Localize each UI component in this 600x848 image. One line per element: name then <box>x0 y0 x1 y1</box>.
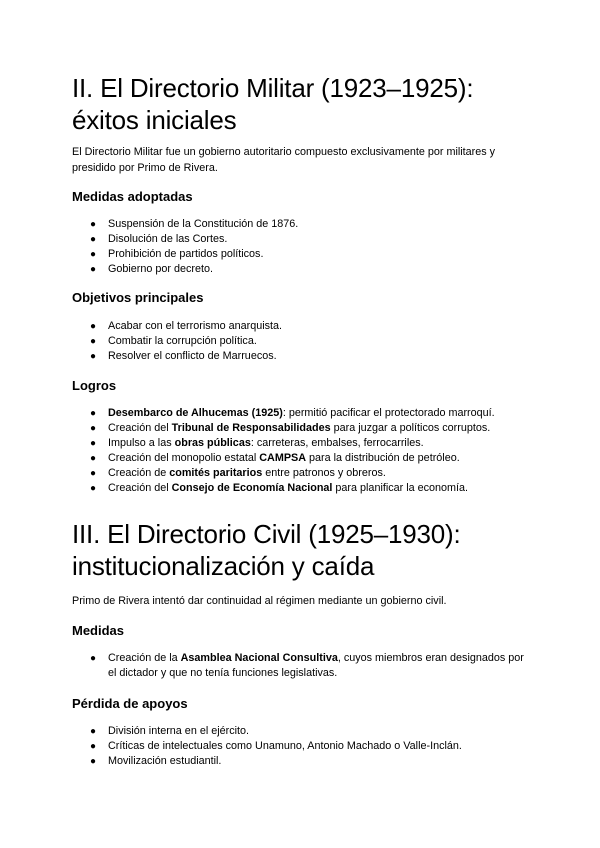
bullet-icon: ● <box>90 423 97 434</box>
list-item: ● Creación del monopolio estatal CAMPSA para la distribución de petróleo. <box>90 452 460 464</box>
list-item: ● Resolver el conflicto de Marruecos. <box>90 350 277 362</box>
bullet-icon: ● <box>90 756 97 767</box>
section-2-title-line1: II. El Directorio Militar (1923–1925): <box>72 73 474 103</box>
list-item: ● Prohibición de partidos políticos. <box>90 248 264 260</box>
list-item: ● Acabar con el terrorismo anarquista. <box>90 320 283 332</box>
medidas-heading: Medidas <box>72 623 125 638</box>
list-item: ● Creación de la Asamblea Nacional Consultiva, cuyos miembros eran designados por el dictador y que no tenía funciones legislativas. <box>90 652 524 679</box>
list-item: ● Disolución de las Cortes. <box>90 233 228 245</box>
section-3-title-line1: III. El Directorio Civil (1925–1930): <box>72 519 461 549</box>
medidas-adoptadas-list <box>72 217 532 277</box>
objetivos-heading: Objetivos principales <box>72 290 204 305</box>
section-3-title <box>72 518 461 582</box>
bullet-icon: ● <box>90 438 97 449</box>
bullet-icon: ● <box>90 336 97 347</box>
list-item: ● Creación del Consejo de Economía Nacional para planificar la economía. <box>90 482 469 494</box>
bullet-icon: ● <box>90 468 97 479</box>
bullet-icon: ● <box>90 219 97 230</box>
bullet-icon: ● <box>90 653 97 664</box>
perdida-apoyos-heading: Pérdida de apoyos <box>72 696 188 711</box>
logros-heading: Logros <box>72 378 117 393</box>
list-item: ● Críticas de intelectuales como Unamuno, Antonio Machado o Valle-Inclán. <box>90 740 462 752</box>
list-item: ● Desembarco de Alhucemas (1925): permitió pacificar el protectorado marroquí. <box>90 407 495 419</box>
bullet-icon: ● <box>90 483 97 494</box>
list-item: ● Combatir la corrupción política. <box>90 335 257 347</box>
list-item: ● Suspensión de la Constitución de 1876. <box>90 218 299 230</box>
section-2-title <box>72 72 473 136</box>
bullet-icon: ● <box>90 249 97 260</box>
medidas-list <box>72 651 532 681</box>
perdida-apoyos-list <box>72 724 532 769</box>
bullet-icon: ● <box>90 321 97 332</box>
bullet-icon: ● <box>90 234 97 245</box>
bullet-icon: ● <box>90 741 97 752</box>
logros-list <box>72 406 532 496</box>
section-2-intro: El Directorio Militar fue un gobierno autoritario compuesto exclusivamente por militares y presidido por Primo de Rivera. <box>72 146 496 174</box>
bullet-icon: ● <box>90 264 97 275</box>
list-item: ● Gobierno por decreto. <box>90 263 214 275</box>
bullet-icon: ● <box>90 726 97 737</box>
list-item: ● Creación del Tribunal de Responsabilidades para juzgar a políticos corruptos. <box>90 422 491 434</box>
objetivos-list <box>72 319 532 364</box>
medidas-adoptadas-heading: Medidas adoptadas <box>72 189 193 204</box>
bullet-icon: ● <box>90 408 97 419</box>
bullet-icon: ● <box>90 351 97 362</box>
list-item: ● Impulso a las obras públicas: carreteras, embalses, ferrocarriles. <box>90 437 424 449</box>
section-2-title-line2: éxitos iniciales <box>72 105 237 135</box>
list-item: ● Creación de comités paritarios entre patronos y obreros. <box>90 467 386 479</box>
list-item: ● División interna en el ejército. <box>90 725 250 737</box>
bullet-icon: ● <box>90 453 97 464</box>
list-item: ● Movilización estudiantil. <box>90 755 222 767</box>
section-3-title-line2: institucionalización y caída <box>72 551 375 581</box>
section-3-intro: Primo de Rivera intentó dar continuidad al régimen mediante un gobierno civil. <box>72 595 447 607</box>
